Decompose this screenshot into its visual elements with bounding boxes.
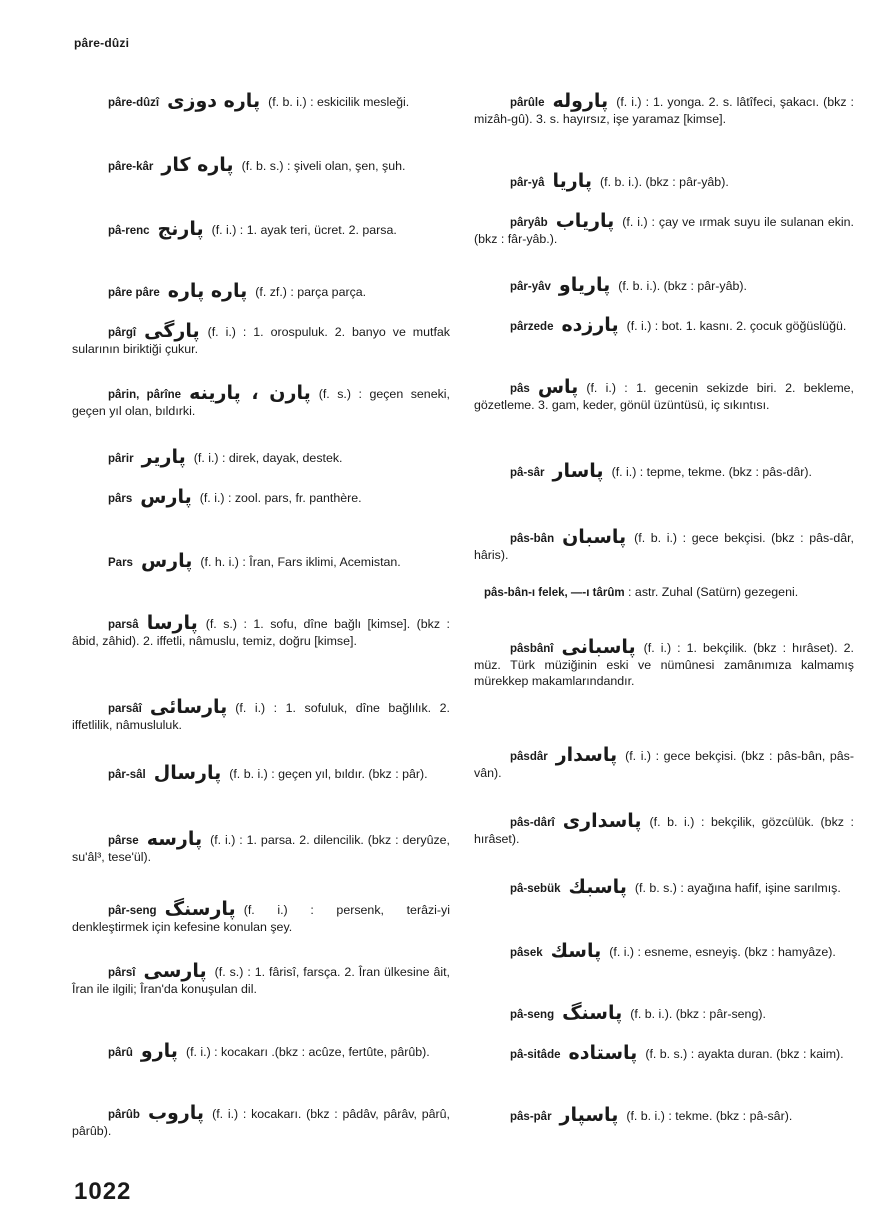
arabic-script: پارس [140,550,193,572]
definition: (f. i.) : 1. sofuluk, dîne bağlılık. 2. iffetlilik, nâmusluluk. [72,701,450,732]
headword: pâr-yâ [510,177,545,189]
dictionary-entry [72,156,450,175]
dictionary-entry [474,92,854,127]
dictionary-entry [72,614,450,649]
dictionary-entry [72,830,450,865]
arabic-script: پاسبك [568,876,627,898]
arabic-script: پاره کار [161,154,234,176]
dictionary-entry [72,488,450,507]
definition: (f. i.) : esneme, esneyiş. (bkz : hamyâze). [609,945,836,959]
headword: pârû [108,1047,133,1059]
arabic-script: پاسك [550,940,602,962]
arabic-script: پارسنگ [164,898,236,920]
arabic-script: پاره پاره [167,280,248,302]
dictionary-entry [474,378,854,413]
definition: (f. s.) : 1. sofu, dîne bağlı [kimse]. (bkz : âbid, zâhid). 2. iffetli, nâmuslu, temiz, doğru [kimse]. [72,617,450,648]
headword: parsâî [108,703,142,715]
arabic-script: پارسائی [149,696,228,718]
arabic-script: پاره دوزی [167,90,261,112]
dictionary-entry [474,812,854,847]
headword: pâr-yâv [510,281,551,293]
headword: pâs-dârî [510,817,555,829]
headword: pâ-renc [108,225,150,237]
definition: (f. i.) : kocakarı .(bkz : acûze, fertûte, pârûb). [185,1045,430,1059]
dictionary-entry [474,584,854,601]
headword: pâ-sebük [510,883,561,895]
arabic-script: پاسار [552,460,604,482]
definition: (f. i.) : direk, dayak, destek. [193,451,343,465]
definition: (f. i.) : gece bekçisi. (bkz : pâs-bân, pâs-vân). [474,749,854,780]
arabic-script: پارسا [146,612,198,634]
arabic-script: پاستاده [568,1042,638,1064]
arabic-script: پارسال [153,762,222,784]
headword: parsâ [108,619,139,631]
arabic-script: پاسپار [559,1104,619,1126]
definition: (f. h. i.) : Îran, Fars iklimi, Acemistan. [200,555,401,569]
arabic-script: پاروب [147,1102,205,1124]
dictionary-entry [474,746,854,781]
dictionary-entry [72,448,450,467]
arabic-script: پارن ، پارینه [189,382,311,404]
arabic-script: پارزده [561,314,619,336]
dictionary-entry [474,878,854,897]
arabic-script: پاسدار [555,744,618,766]
headword: pâ-sitâde [510,1049,561,1061]
dictionary-entry [474,462,854,481]
arabic-script: پاس [537,376,579,398]
headword: pârûb [108,1109,140,1121]
arabic-script: پاروله [552,90,609,112]
definition: (f. i.) : çay ve ırmak suyu ile sulanan ekin. (bkz : fâr-yâb.). [474,215,854,246]
definition: (f. b. i.) : geçen yıl, bıldır. (bkz : pâr). [229,767,428,781]
headword: pâs-bân [510,533,555,545]
headword: pâre-kâr [108,161,154,173]
headword: pârse [108,835,139,847]
definition: (f. b. i.) : gece bekçisi. (bkz : pâs-dâr, hâris). [474,531,854,562]
definition: (f. i.) : tepme, tekme. (bkz : pâs-dâr). [611,465,812,479]
definition: (f. b. i.) : tekme. (bkz : pâ-sâr). [626,1109,793,1123]
definition: (f. b. s.) : şiveli olan, şen, şuh. [241,159,406,173]
dictionary-entry [474,172,854,191]
headword: pâ-sâr [510,467,545,479]
definition: (f. i.) : 1. parsa. 2. dilencilik. (bkz : deryûze, su'âl³, tese'ül). [72,833,450,864]
definition: (f. i.) : kocakarı. (bkz : pâdâv, pârâv, pârû, pârûb). [72,1107,450,1138]
definition: (f. b. i.) : eskicilik mesleği. [268,95,410,109]
arabic-script: پارير [141,446,186,468]
headword: pâre-dûzî [108,97,160,109]
definition: (f. b. i.) : bekçilik, gözcülük. (bkz : hırâset). [474,815,854,846]
arabic-script: پارنج [157,218,204,240]
dictionary-entry [72,1042,450,1061]
headword: pâs-bân-ı felek, —-ı târûm [484,587,625,599]
dictionary-entry [72,322,450,357]
headword: pârsî [108,967,136,979]
definition: (f. zf.) : parça parça. [255,285,367,299]
headword: pâ-seng [510,1009,555,1021]
definition: : astr. Zuhal (Satürn) gezegeni. [628,585,799,599]
definition: (f. i.) : 1. gecenin sekizde biri. 2. bekleme, gözetleme. 3. gam, keder, gönül üzüntüsü, iç sıkıntısı. [474,381,854,412]
dictionary-entry [72,900,450,935]
headword: pârgî [108,327,137,339]
definition: (f. s.) : 1. fârisî, farsça. 2. Îran ülkesine âit, Îran ile ilgili; Îran'da konuşulan dil. [72,965,450,996]
definition: (f. i.) : 1. yonga. 2. s. lâtîfeci, şakacı. (bkz : mizâh-gû). 3. s. hayırsız, işe yaramaz [kimse]. [474,95,854,126]
arabic-script: پارس [140,486,192,508]
arabic-script: پارياو [558,274,611,296]
dictionary-entry [474,276,854,295]
headword: pâs [510,383,530,395]
headword: pâre pâre [108,287,160,299]
headword: pârir [108,453,134,465]
dictionary-entry [72,552,450,571]
arabic-script: پارياب [555,210,615,232]
page-number: 1022 [74,1178,132,1205]
headword: pârûle [510,97,545,109]
headword: pâsdâr [510,751,548,763]
definition: (f. b. i.). (bkz : pâr-yâb). [600,175,729,189]
arabic-script: پاسبانی [561,636,636,658]
arabic-script: پارگی [144,320,200,342]
definition: (f. i.) : bot. 1. kasnı. 2. çocuk göğüslüğü. [626,319,847,333]
arabic-script: پاسنگ [562,1002,623,1024]
dictionary-entry [474,1004,854,1023]
dictionary-entry [72,764,450,783]
definition: (f. b. i.). (bkz : pâr-seng). [630,1007,766,1021]
arabic-script: پاريا [552,170,593,192]
definition: (f. i.) : 1. bekçilik. (bkz : hırâset). 2. müz. Türk müziğinin eski ve nümûnesi zamânımıza kalmamış mürekkep makamlarındandır. [474,641,854,688]
dictionary-entry [474,212,854,247]
arabic-script: پاسبان [562,526,627,548]
running-head: pâre-dûzi [74,36,130,50]
dictionary-entry [72,384,450,419]
dictionary-entry [72,92,450,111]
definition: (f. b. s.) : ayakta duran. (bkz : kaim). [645,1047,844,1061]
dictionary-entry [72,282,450,301]
headword: Pars [108,557,133,569]
dictionary-entry [72,220,450,239]
arabic-script: پارو [140,1040,178,1062]
definition: (f. i.) : 1. orospuluk. 2. banyo ve mutfak sularının biriktiği çukur. [72,325,450,356]
headword: pâr-seng [108,905,157,917]
dictionary-entry [474,638,854,689]
arabic-script: پارسه [146,828,203,850]
dictionary-entry [474,942,854,961]
headword: pârin, pârîne [108,389,182,401]
headword: pâsbânî [510,643,554,655]
dictionary-entry [474,316,854,335]
headword: pâs-pâr [510,1111,552,1123]
definition: (f. i.) : zool. pars, fr. panthère. [199,491,362,505]
headword: pâsek [510,947,543,959]
arabic-script: پاسداری [562,810,642,832]
arabic-script: پارسی [143,960,207,982]
dictionary-entry [474,1106,854,1125]
dictionary-entry [72,962,450,997]
headword: pârs [108,493,133,505]
headword: pâr-sâl [108,769,146,781]
definition: (f. b. i.). (bkz : pâr-yâb). [618,279,747,293]
dictionary-entry [72,698,450,733]
definition: (f. b. s.) : ayağına hafif, işine sarılmış. [634,881,841,895]
dictionary-entry [474,1044,854,1063]
definition: (f. i.) : persenk, terâzi-yi denkleştirmek için kefesine konulan şey. [72,903,450,934]
dictionary-entry [72,1104,450,1139]
headword: pârzede [510,321,554,333]
headword: pâryâb [510,217,548,229]
definition: (f. s.) : geçen seneki, geçen yıl olan, bıldırki. [72,387,450,418]
dictionary-entry [474,528,854,563]
definition: (f. i.) : 1. ayak teri, ücret. 2. parsa. [211,223,397,237]
